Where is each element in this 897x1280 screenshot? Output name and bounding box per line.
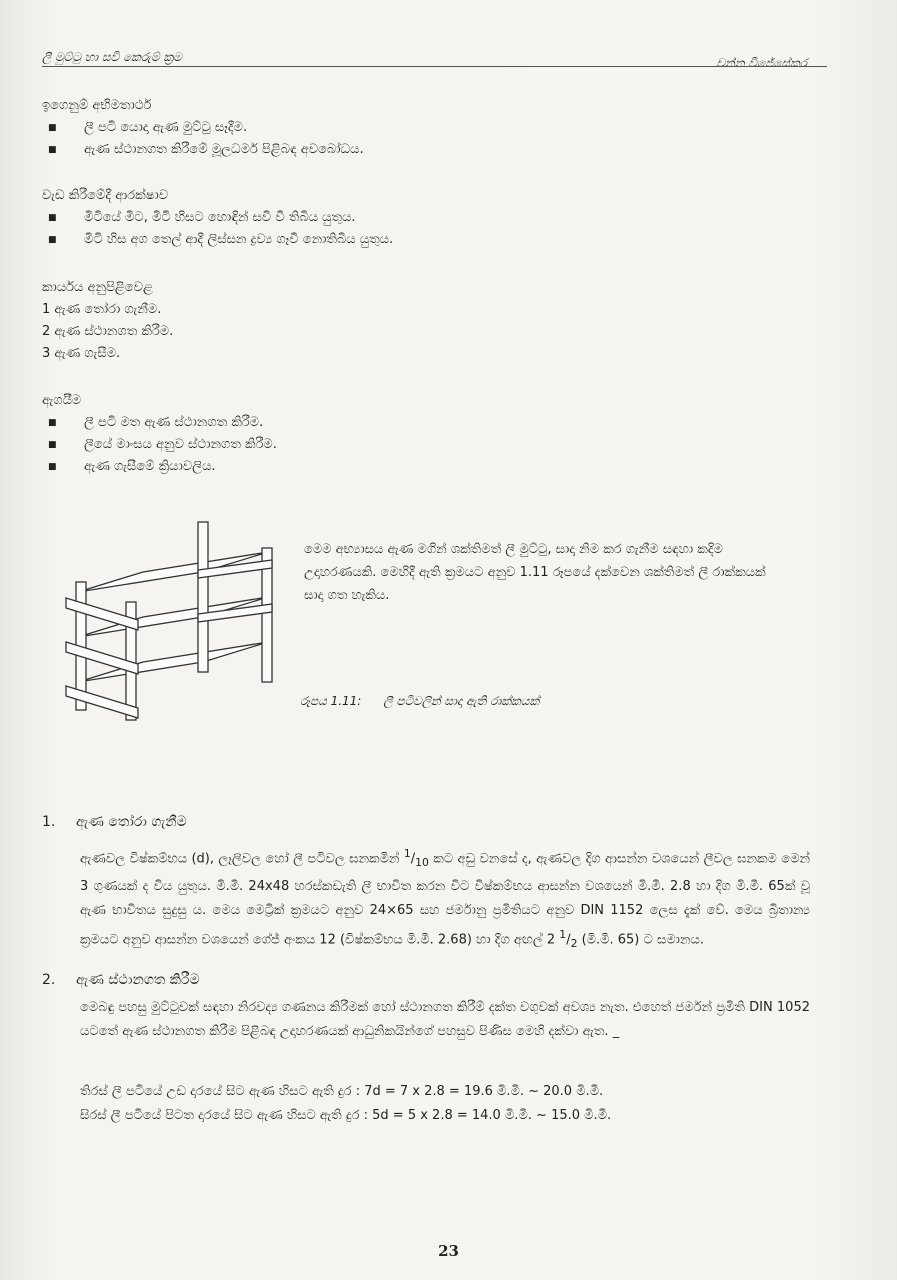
section-1-heading	[42, 814, 187, 830]
procedure-heading: කාර්යය අනුපිළිවෙළ	[42, 280, 153, 295]
list-item: ■ ඇණ ගැසීමේ ක්‍රියාවලිය.	[42, 456, 277, 478]
assessment-section	[42, 390, 277, 478]
assessment-heading: ඇගයීම	[42, 393, 82, 408]
procedure-section	[42, 277, 173, 365]
shelf-illustration	[58, 512, 288, 722]
section-1-number: 1.	[42, 814, 56, 830]
header-rule	[42, 66, 827, 67]
objectives-list	[42, 117, 364, 161]
list-item: 1 ඇණ තෝරා ගැනීම.	[42, 302, 162, 317]
header-author: චන්න විජේසේකර	[716, 56, 807, 70]
header-book-title: ලී මුට්ටු හා සවි කෙරුම් ක්‍රම	[42, 50, 182, 64]
list-item: 3 ඇණ ගැසීම.	[42, 346, 121, 361]
section-1-paragraph: ඇණවල විෂ්කම්භය (d), ලෑලිවල හෝ ලී පටිවල ඝනකමින් $^1/_{10}$ කට අඩු වනසේ ද, ඇණවල දිග ආසන්න වශයෙන් ලීවල ඝනකම මෙන් 3 ගුණයක් ද විය යුතුය. මි.මී. 24x48 හරස්කඩැති ලී භාවිත කරන විට විෂ්කම්භය ආසන්න වශයෙන් මි.මී. 2.8 හා දිග මි.මී. 65ක් වූ ඇණ භාවිතය සුදුසු ය. මෙය මෙට්‍රික් ක්‍රමයට අනුව 24×65 සහ ජර්මානු ප්‍රමිතියට අනුව DIN 1152 ලෙස දැක් වේ. මෙය බ්‍රිතාන්‍ය ක්‍රමයට අනුව ආසන්න වශයෙන් ගේජ් අංකය 12 (විෂ්කම්භය මි.මී. 2.68) හා දිග අඟල් 2 $^1/_2$ (මි.මී. 65) ට සමානය.	[80, 847, 810, 950]
paragraph-text: කට අඩු වනසේ ද, ඇණවල දිග ආසන්න වශයෙන් ලීවල ඝනකම මෙන් 3 ගුණයක් ද විය යුතුය. මි.මී. 24x48 හරස්කඩැති ලී භාවිත කරන විට විෂ්කම්භය ආසන්න වශයෙන් මි.මී. 2.8 හා දිග මි.මී. 65ක් වූ ඇණ භාවිතය සුදුසු ය. මෙය මෙට්‍රික් ක්‍රමයට අනුව 24×65 සහ ජර්මානු ප්‍රමිතියට අනුව DIN 1152 ලෙස දැක් වේ. මෙය බ්‍රිතාන්‍ය ක්‍රමයට අනුව ආසන්න වශයෙන් ගේජ් අංකය 12 (විෂ්කම්භය මි.මී. 2.68) හා දිග අඟල් 2	[80, 851, 810, 948]
fraction-denominator: 10	[415, 855, 429, 869]
list-item: ■ ලීයේ මාංසය අනුව ස්ථානගත කිරීම.	[42, 434, 277, 456]
safety-list	[42, 207, 393, 251]
fraction-numerator: 1	[559, 927, 567, 941]
section-2-title: ඇණ ස්ථානගත කිරීම	[76, 972, 200, 988]
fraction-denominator: 2	[570, 936, 578, 950]
objectives-section	[42, 95, 364, 161]
assessment-list	[42, 412, 277, 478]
list-item: ■ ලී පටි මත ඇණ ස්ථානගත කිරීම.	[42, 412, 277, 434]
figure-caption-text: ලී පටිවලින් සාදා ඇති රාක්කයක්	[383, 694, 540, 708]
paragraph-text: (මි.මී. 65) ට සමානය.	[577, 932, 704, 948]
page-number: 23	[438, 1242, 459, 1260]
list-item: ■ ඇණ ස්ථානගත කිරීමේ මූලධර්ම පිළිබඳ අවබෝධය.	[42, 139, 364, 161]
calculation-line-1: තිරස් ලී පටියේ උඩ දාරයේ සිට ඇණ හිසට ඇති දුර : 7d = 7 x 2.8 = 19.6 මි.මී. ~ 20.0 මි.මී.	[80, 1084, 604, 1099]
calculation-line-2: සිරස් ලී පටියේ පිටත දාරයේ සිට ඇණ හිසට ඇති දුර : 5d = 5 x 2.8 = 14.0 මි.මී. ~ 15.0 මි.මී.	[80, 1108, 612, 1123]
figure-description: මෙම අභ්‍යාසය ඇණ මගින් ශක්තිමත් ලී මුට්ටු, සාදා නිම කර ගැනීම සඳහා කදිම උදාහරණයකි. මෙහිදී ඇති ක්‍රමයට අනුව 1.11 රූපයේ දක්වෙන ශක්තිමත් ලී රාක්කයක් සාදා ගත හැකිය.	[304, 542, 766, 603]
procedure-list	[42, 299, 173, 365]
list-item: ■ මිටියේ මිට, මිටි හිසට හොඳින් සවි වී තිබිය යුතුය.	[42, 207, 393, 229]
paragraph-text: ඇණවල විෂ්කම්භය (d), ලෑලිවල හෝ ලී පටිවල ඝනකමින්	[80, 851, 404, 867]
safety-heading: වැඩ කිරීමේදී ආරක්ෂාව	[42, 188, 169, 203]
list-item: ■ ලී පටි යොදා ඇණ මුට්ටු සෑදීම.	[42, 117, 364, 139]
section-2-heading	[42, 972, 200, 988]
objectives-heading: ඉගෙනුම් අභිමතාර්ථ	[42, 98, 152, 113]
section-1-title: ඇණ තෝරා ගැනීම	[76, 814, 187, 830]
list-item: ■ මිටි හිස අග තෙල් ආදී ලිස්සන ද්‍රව්‍ය ගෑවී නොතිබිය යුතුය.	[42, 229, 393, 251]
safety-section	[42, 185, 393, 251]
fraction-numerator: 1	[403, 847, 411, 860]
running-header	[42, 50, 867, 76]
list-item: 2 ඇණ ස්ථානගත කිරීම.	[42, 324, 174, 339]
section-2-number: 2.	[42, 972, 56, 988]
figure-caption-label: රූපය 1.11:	[300, 694, 362, 708]
section-2-paragraph: මෙබඳු පහසු මුට්ටුවක් සඳහා නිරවද්‍ය ගණනය කිරීමක් හෝ ස්ථානගත කිරීම් දක්ත වගුවක් අවශ්‍ය නැත. එහෙත් ජර්මන් ප්‍රමිති DIN 1052 යටතේ ඇණ ස්ථානගත කිරීම පිළිබඳ උදාහරණයක් ආධුනිකයින්ගේ පහසුව පිණිස මෙහි දක්වා ඇත. _	[80, 1000, 810, 1039]
figure-caption	[300, 694, 561, 709]
